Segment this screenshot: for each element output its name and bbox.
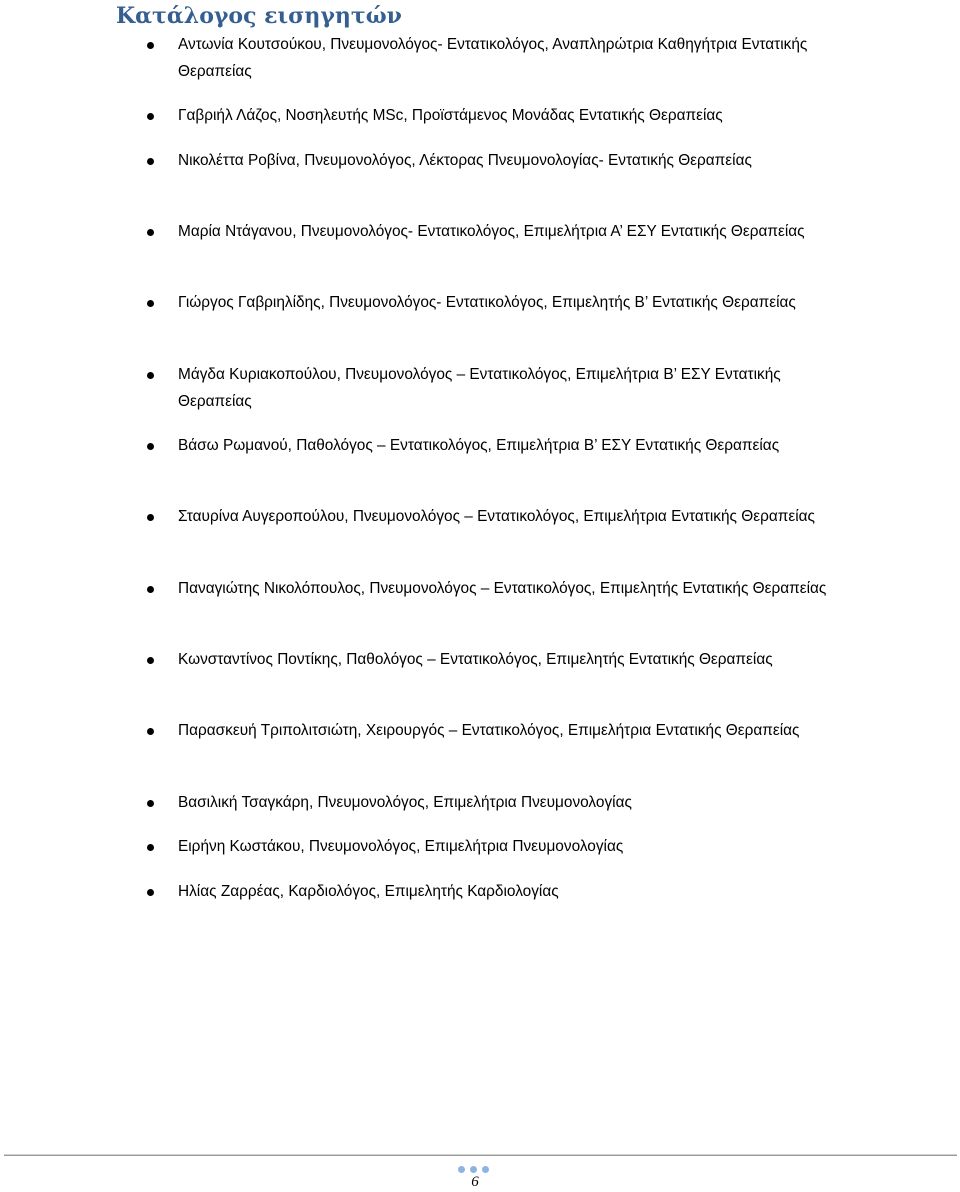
speaker-entry: Ηλίας Ζαρρέας, Καρδιολόγος, Επιμελητής Καρδιολογίας [178, 883, 559, 900]
bullet-icon [147, 586, 154, 593]
speaker-entry: Μαρία Ντάγανου, Πνευμονολόγος- Εντατικολόγος, Επιμελήτρια Α’ ΕΣΥ Εντατικής Θεραπείας [178, 223, 805, 240]
footer-divider [4, 1154, 957, 1156]
bullet-icon [147, 844, 154, 851]
page-title: Κατάλογος εισηγητών [116, 3, 402, 29]
bullet-icon [147, 514, 154, 521]
speaker-entry: Νικολέττα Ροβίνα, Πνευμονολόγος, Λέκτορας Πνευμονολογίας- Εντατικής Θεραπείας [178, 152, 752, 169]
speaker-entry: Παναγιώτης Νικολόπουλος, Πνευμονολόγος – Εντατικολόγος, Επιμελητής Εντατικής Θεραπείας [178, 580, 827, 597]
bullet-icon [147, 800, 154, 807]
bullet-icon [147, 443, 154, 450]
speaker-entry: Σταυρίνα Αυγεροπούλου, Πνευμονολόγος – Εντατικολόγος, Επιμελήτρια Εντατικής Θεραπείας [178, 508, 815, 525]
bullet-icon [147, 889, 154, 896]
speaker-entry: Βασιλική Τσαγκάρη, Πνευμονολόγος, Επιμελήτρια Πνευμονολογίας [178, 794, 632, 811]
bullet-icon [147, 113, 154, 120]
speaker-entry: Γιώργος Γαβριηλίδης, Πνευμονολόγος- Εντατικολόγος, Επιμελητής Β’ Εντατικής Θεραπείας [178, 294, 796, 311]
bullet-icon [147, 300, 154, 307]
speaker-entry: Βάσω Ρωμανού, Παθολόγος – Εντατικολόγος, Επιμελήτρια Β’ ΕΣΥ Εντατικής Θεραπείας [178, 437, 780, 454]
bullet-icon [147, 372, 154, 379]
speaker-entry: Ειρήνη Κωστάκου, Πνευμονολόγος, Επιμελήτρια Πνευμονολογίας [178, 838, 624, 855]
bullet-icon [147, 657, 154, 664]
bullet-icon [147, 42, 154, 49]
speaker-entry: Γαβριήλ Λάζος, Νοσηλευτής MSc, Προϊστάμενος Μονάδας Εντατικής Θεραπείας [178, 107, 723, 124]
speaker-entry: Κωνσταντίνος Ποντίκης, Παθολόγος – Εντατικολόγος, Επιμελητής Εντατικής Θεραπείας [178, 651, 773, 668]
bullet-icon [147, 229, 154, 236]
bullet-icon [147, 158, 154, 165]
speaker-entry: Μάγδα Κυριακοπούλου, Πνευμονολόγος – Εντατικολόγος, Επιμελήτρια Β’ ΕΣΥ Εντατικής Θεραπείας [178, 366, 781, 410]
bullet-icon [147, 728, 154, 735]
speaker-entry: Παρασκευή Τριπολιτσιώτη, Χειρουργός – Εντατικολόγος, Επιμελήτρια Εντατικής Θεραπείας [178, 722, 800, 739]
speaker-entry: Αντωνία Κουτσούκου, Πνευμονολόγος- Εντατικολόγος, Αναπληρώτρια Καθηγήτρια Εντατικής Θεραπείας [178, 36, 808, 80]
page-number: 6 [471, 1174, 479, 1190]
